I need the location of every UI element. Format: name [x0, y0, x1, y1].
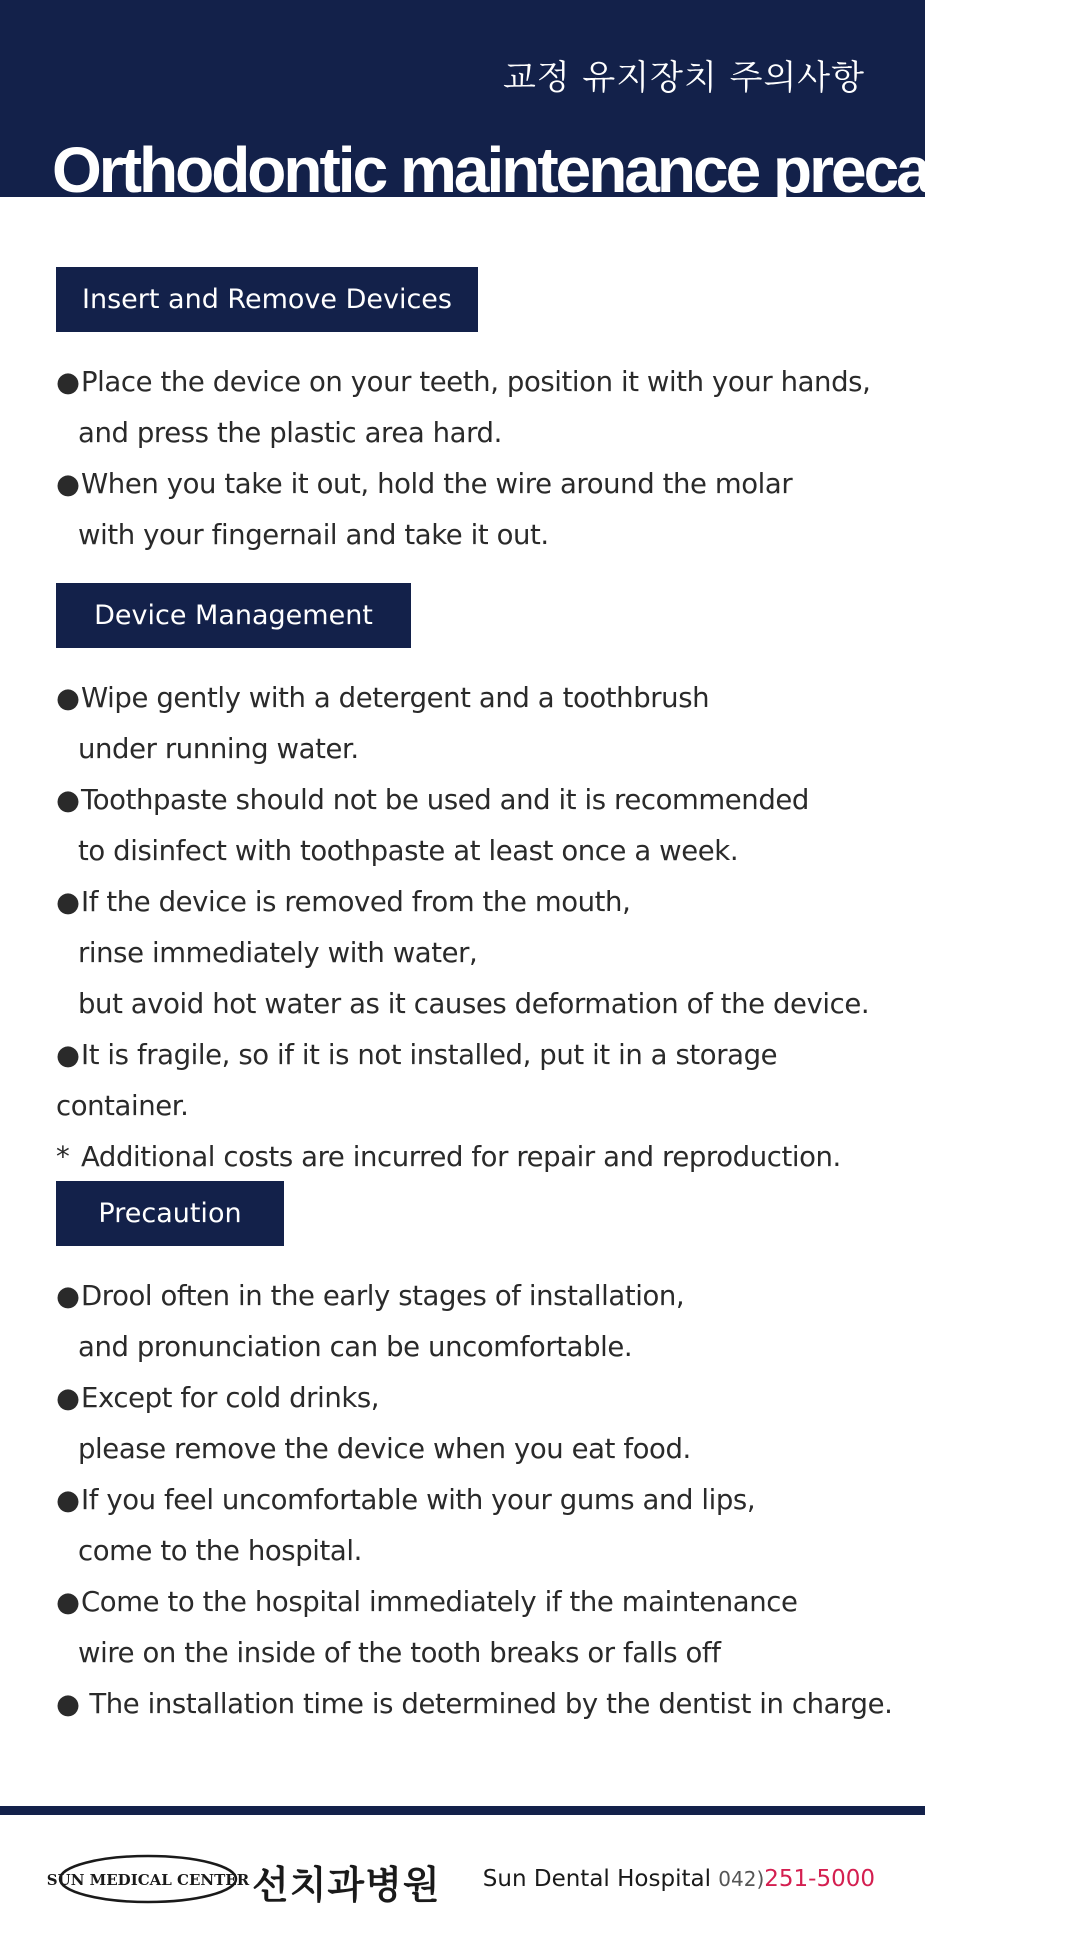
- list-item-text: under running water.: [78, 733, 359, 765]
- list-insert-remove: [56, 357, 905, 561]
- header-banner: [0, 0, 1070, 206]
- logo-text: SUN MEDICAL CENTER: [46, 1871, 250, 1889]
- list-item: [56, 1132, 905, 1183]
- sun-medical-center-logo: [46, 1854, 250, 1904]
- list-item-text: Drool often in the early stages of installation,: [81, 1280, 685, 1312]
- list-item: [56, 1577, 905, 1679]
- section-label-insert-remove: Insert and Remove Devices: [56, 267, 478, 332]
- list-item-text: Wipe gently with a detergent and a toothbrush: [81, 682, 710, 714]
- section-label-device-management: Device Management: [56, 583, 411, 648]
- bullet-icon: ●: [56, 468, 80, 500]
- list-item-text: and pronunciation can be uncomfortable.: [78, 1331, 633, 1363]
- bullet-icon: ●: [56, 682, 80, 714]
- hospital-name-korean: 선치과병원: [252, 1863, 441, 1907]
- list-item: [56, 357, 905, 459]
- footer-divider: [0, 1806, 925, 1815]
- list-item-text: Toothpaste should not be used and it is recommended: [81, 784, 809, 816]
- bullet-icon: ●: [56, 1688, 80, 1720]
- bullet-icon: ●: [56, 784, 80, 816]
- bullet-icon: ●: [56, 1039, 80, 1071]
- list-item-text: The installation time is determined by the dentist in charge.: [81, 1688, 893, 1720]
- bullet-icon: ●: [56, 1280, 80, 1312]
- asterisk-marker: *: [56, 1141, 70, 1173]
- list-item-text: please remove the device when you eat food.: [78, 1433, 691, 1465]
- list-item: [56, 877, 905, 1030]
- bullet-icon: ●: [56, 1382, 80, 1414]
- list-item: [56, 1030, 905, 1132]
- phone-number: 251-5000: [764, 1866, 875, 1892]
- list-item-text: When you take it out, hold the wire around the molar: [81, 468, 793, 500]
- list-item-text: Except for cold drinks,: [81, 1382, 380, 1414]
- list-item-text: Come to the hospital immediately if the maintenance: [81, 1586, 798, 1618]
- list-item-text: with your fingernail and take it out.: [78, 519, 549, 551]
- bullet-icon: ●: [56, 1484, 80, 1516]
- page-title: Orthodontic maintenance precaution: [52, 134, 1070, 206]
- contact-info: [483, 1866, 875, 1892]
- list-item: [56, 1679, 905, 1730]
- list-item-text: wire on the inside of the tooth breaks or falls off: [78, 1637, 721, 1669]
- hospital-name: Sun Dental Hospital: [482, 1866, 711, 1892]
- list-item-text: rinse immediately with water,: [78, 937, 478, 969]
- list-item-text: If you feel uncomfortable with your gums and lips,: [81, 1484, 756, 1516]
- title-korean: 교정 유지장치 주의사항: [502, 58, 865, 98]
- list-item-text: If the device is removed from the mouth,: [81, 886, 631, 918]
- list-item: [56, 673, 905, 775]
- list-item: [56, 1475, 905, 1577]
- list-precaution: [56, 1271, 905, 1730]
- list-item-text: Additional costs are incurred for repair and reproduction.: [81, 1141, 841, 1173]
- list-item-text: Place the device on your teeth, position it with your hands,: [81, 366, 871, 398]
- list-device-management: [56, 673, 905, 1183]
- list-item-text: and press the plastic area hard.: [78, 417, 502, 449]
- list-item-text: but avoid hot water as it causes deformation of the device.: [78, 988, 870, 1020]
- bullet-icon: ●: [56, 366, 80, 398]
- bullet-icon: ●: [56, 886, 80, 918]
- list-item-text: come to the hospital.: [78, 1535, 362, 1567]
- list-item: [56, 459, 905, 561]
- list-item: [56, 775, 905, 877]
- list-item-text: It is fragile, so if it is not installed, put it in a storage container.: [56, 1039, 778, 1122]
- list-item: [56, 1271, 905, 1373]
- area-code: 042): [718, 1867, 765, 1891]
- section-label-precaution: Precaution: [56, 1181, 284, 1246]
- bullet-icon: ●: [56, 1586, 80, 1618]
- list-item: [56, 1373, 905, 1475]
- list-item-text: to disinfect with toothpaste at least once a week.: [78, 835, 739, 867]
